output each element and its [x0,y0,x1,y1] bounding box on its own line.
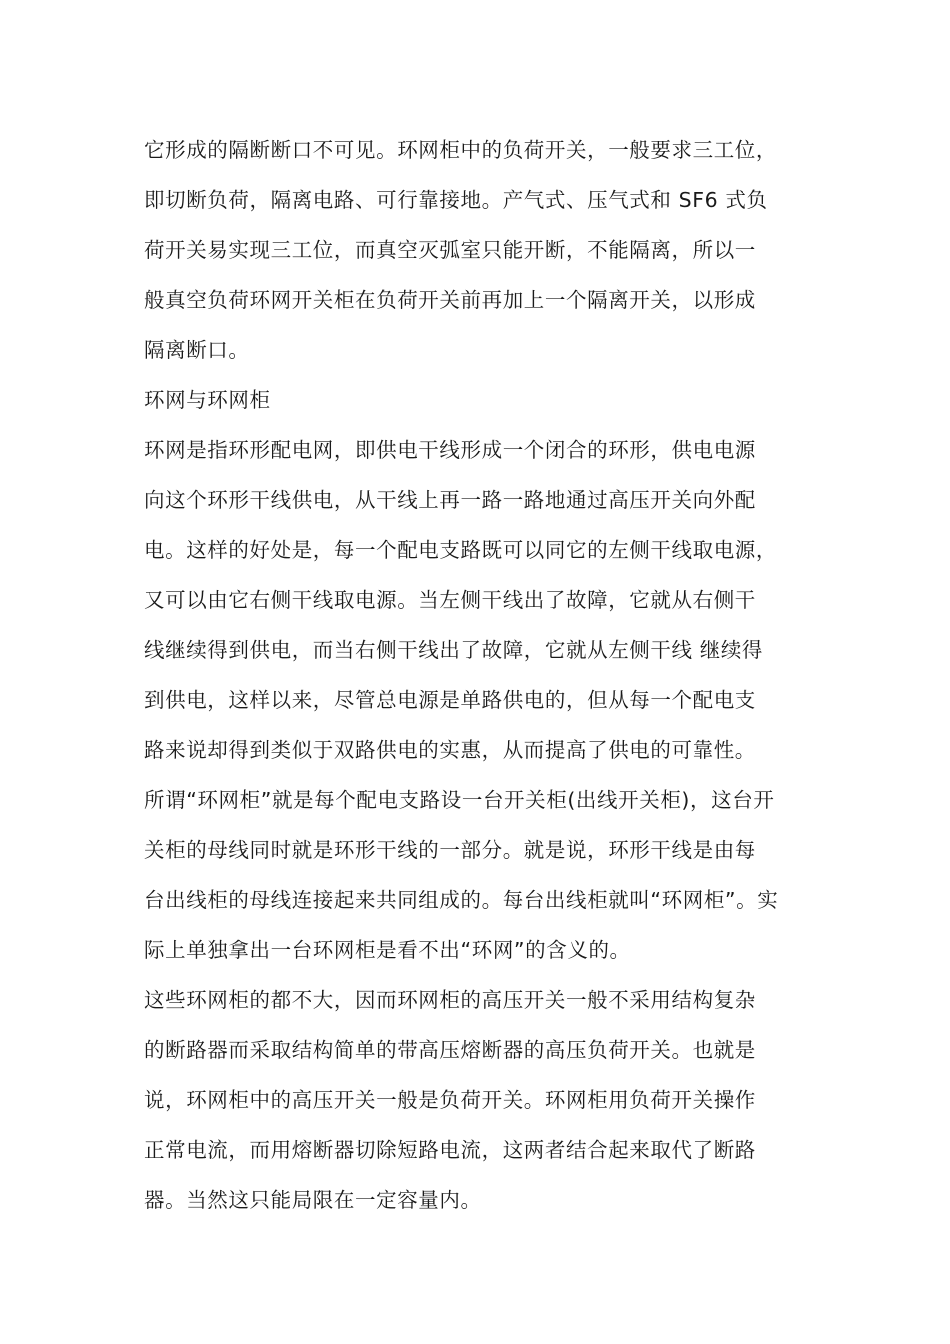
text-line: 荷开关易实现三工位，而真空灭弧室只能开断，不能隔离，所以一 [144,238,756,262]
text-line: 又可以由它右侧干线取电源。当左侧干线出了故障，它就从右侧干 [144,588,756,612]
text-line: 隔离断口。 [144,338,250,362]
text-line: 电。这样的好处是，每一个配电支路既可以同它的左侧干线取电源， [144,538,777,562]
text-line: 所谓“环网柜”就是每个配电支路设一台开关柜(出线开关柜)，这台开 [144,788,775,812]
section-heading-text: 环网与环网柜 [144,388,271,412]
paragraph-load-switch [144,975,809,1225]
text-line: 正常电流，而用熔断器切除短路电流，这两者结合起来取代了断路 [144,1138,756,1162]
text-line: 它形成的隔断断口不可见。环网柜中的负荷开关，一般要求三工位， [144,138,777,162]
paragraph-ring-network [144,425,809,775]
text-line: 器。当然这只能局限在一定容量内。 [144,1188,482,1212]
text-line: 到供电，这样以来，尽管总电源是单路供电的，但从每一个配电支 [144,688,756,712]
text-line: 即切断负荷，隔离电路、可行靠接地。产气式、压气式和 SF6 式负 [144,188,768,212]
text-line: 这些环网柜的都不大，因而环网柜的高压开关一般不采用结构复杂 [144,988,756,1012]
document-body [144,125,809,1225]
text-line: 线继续得到供电，而当右侧干线出了故障，它就从左侧干线 继续得 [144,638,764,662]
text-line: 路来说却得到类似于双路供电的实惠，从而提高了供电的可靠性。 [144,738,756,762]
text-line: 环网是指环形配电网，即供电干线形成一个闭合的环形，供电电源 [144,438,756,462]
paragraph-isolation-gap [144,125,809,375]
text-line: 台出线柜的母线连接起来共同组成的。每台出线柜就叫“环网柜”。实 [144,888,779,912]
text-line: 向这个环形干线供电，从干线上再一路一路地通过高压开关向外配 [144,488,756,512]
paragraph-ring-main-unit [144,775,809,975]
text-line: 际上单独拿出一台环网柜是看不出“环网”的含义的。 [144,938,631,962]
section-heading [144,375,809,425]
text-line: 关柜的母线同时就是环形干线的一部分。就是说，环形干线是由每 [144,838,756,862]
text-line: 般真空负荷环网开关柜在负荷开关前再加上一个隔离开关，以形成 [144,288,756,312]
text-line: 的断路器而采取结构简单的带高压熔断器的高压负荷开关。也就是 [144,1038,756,1062]
text-line: 说，环网柜中的高压开关一般是负荷开关。环网柜用负荷开关操作 [144,1088,756,1112]
